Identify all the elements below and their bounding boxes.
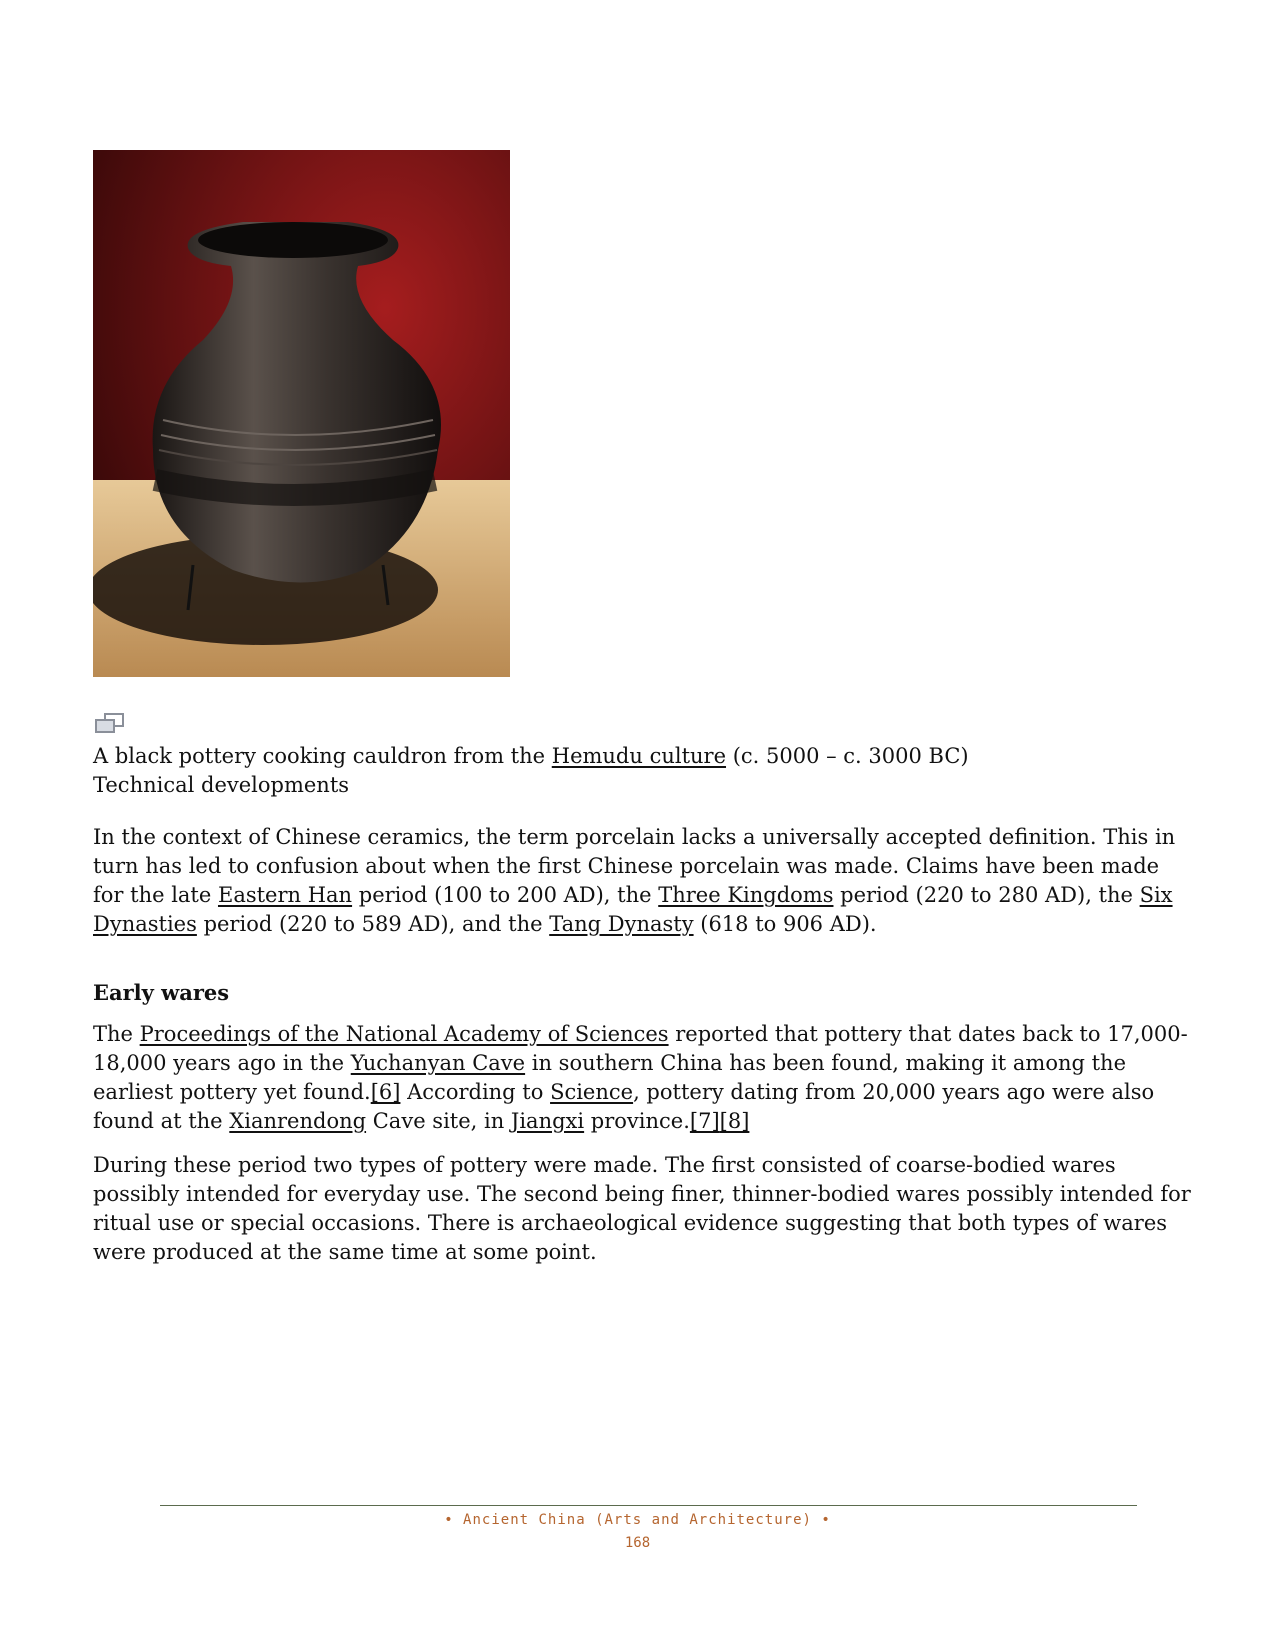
paragraph-pottery-types	[93, 1151, 1193, 1267]
link-eastern-han[interactable]: Eastern Han	[217, 883, 353, 907]
para-text: period (220 to 589 AD), and the	[196, 912, 550, 936]
para-text: , pottery dating from 20,000 years ago were also found at the	[93, 1080, 1155, 1133]
citation-7[interactable]: [7]	[689, 1109, 720, 1133]
citation-8[interactable]: [8]	[719, 1109, 750, 1133]
link-hemudu-culture[interactable]: Hemudu culture	[551, 744, 727, 768]
link-six-dynasties[interactable]: Six Dynasties	[93, 883, 1173, 936]
section-heading-early-wares: Early wares	[93, 980, 230, 1005]
para-text: period (220 to 280 AD), the	[833, 883, 1140, 907]
caption-dates: (c. 5000 – c. 3000 BC)	[726, 744, 969, 768]
citation-6[interactable]: [6]	[370, 1080, 401, 1104]
link-jiangxi[interactable]: Jiangxi	[510, 1109, 585, 1133]
link-science[interactable]: Science	[550, 1080, 634, 1104]
para-text: According to	[400, 1080, 551, 1104]
para-text: The	[93, 1022, 140, 1046]
page-number: 168	[624, 1535, 651, 1551]
link-xianrendong[interactable]: Xianrendong	[229, 1109, 367, 1133]
para-text: period (100 to 200 AD), the	[352, 883, 659, 907]
caption-text: A black pottery cooking cauldron from the	[93, 744, 552, 768]
pottery-photo	[93, 150, 510, 677]
para-text: In the context of Chinese ceramics, the term porcelain lacks a universally accepted definition. This in turn has led to confusion about when the first Chinese porcelain was made. Claims have been made for the late	[93, 825, 1176, 907]
para-text: Cave site, in	[366, 1109, 511, 1133]
link-three-kingdoms[interactable]: Three Kingdoms	[658, 883, 834, 907]
caption-section-title: Technical developments	[93, 773, 350, 797]
para-text: reported that pottery that dates back to 17,000-18,000 years ago in the	[93, 1022, 1188, 1075]
link-yuchanyan-cave[interactable]: Yuchanyan Cave	[350, 1051, 526, 1075]
link-tang-dynasty[interactable]: Tang Dynasty	[549, 912, 694, 936]
para-text: During these period two types of pottery were made. The first consisted of coarse-bodied wares possibly intended for everyday use. The second being finer, thinner-bodied wares possibly intended for ritual use or special occasions. There is archaeological evidence suggesting that both types of wares were produced at the same time at some point.	[93, 1153, 1191, 1264]
para-text: province.	[584, 1109, 690, 1133]
image-caption	[93, 742, 1193, 800]
enlarge-icon[interactable]	[95, 713, 125, 733]
paragraph-early-pottery	[93, 1020, 1193, 1136]
para-text: (618 to 906 AD).	[693, 912, 877, 936]
para-text: in southern China has been found, making it among the earliest pottery yet found.	[93, 1051, 1127, 1104]
paragraph-porcelain-definition	[93, 823, 1193, 939]
link-pnas[interactable]: Proceedings of the National Academy of Sciences	[139, 1022, 669, 1046]
footer-book-title: • Ancient China (Arts and Architecture) •	[444, 1512, 831, 1528]
footer-divider	[160, 1505, 1137, 1506]
